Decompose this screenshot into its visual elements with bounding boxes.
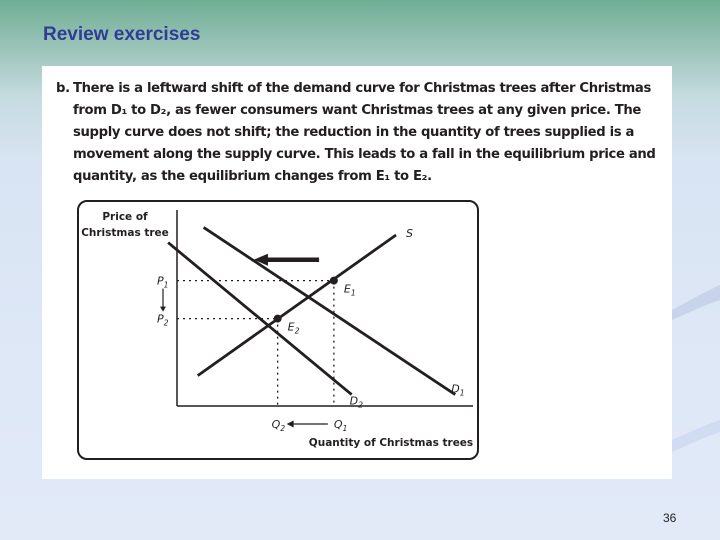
price-tick-label: $P_1$ — [157, 274, 169, 290]
explanation-paragraph — [56, 78, 656, 188]
paragraph-line: quantity, as the equilibrium changes from E₁ to E₂. — [73, 169, 432, 184]
curve-label-s: S — [406, 227, 414, 240]
curve-label-d1: $D_1$ — [451, 382, 465, 398]
quantity-tick-label: $Q_2$ — [271, 418, 286, 433]
curve-label-d2: $D_2$ — [349, 394, 364, 410]
paragraph-line: from D₁ to D₂, as fewer consumers want Christmas trees at any given price. The — [73, 103, 642, 118]
x-axis-label: Quantity of Christmas trees — [308, 437, 474, 449]
paragraph-line: There is a leftward shift of the demand curve for Christmas trees after Christmas — [73, 81, 651, 96]
equilibrium-label: $E_2$ — [287, 320, 300, 336]
item-marker: b. — [56, 81, 70, 96]
quantity-tick-label: $Q_1$ — [333, 418, 348, 433]
price-change-arrowhead — [160, 307, 166, 312]
slide-title: Review exercises — [43, 24, 201, 45]
chart-canvas — [79, 202, 477, 458]
paragraph-line: movement along the supply curve. This leads to a fall in the equilibrium price and — [73, 147, 656, 162]
price-tick-label: $P_2$ — [157, 312, 169, 328]
equilibrium-point — [274, 315, 282, 323]
equilibrium-label: $E_1$ — [343, 282, 356, 298]
content-panel — [42, 66, 672, 479]
page-number: 36 — [663, 511, 677, 525]
curve-d1 — [204, 227, 456, 394]
y-axis-label: Price of — [102, 211, 148, 223]
supply-demand-graph — [77, 200, 479, 460]
paragraph-line: supply curve does not shift; the reduction in the quantity of trees supplied is a — [73, 125, 635, 140]
y-axis-label: Christmas tree — [81, 227, 169, 239]
curve-s — [198, 235, 396, 376]
quantity-change-arrowhead — [287, 421, 294, 428]
equilibrium-point — [330, 277, 338, 285]
